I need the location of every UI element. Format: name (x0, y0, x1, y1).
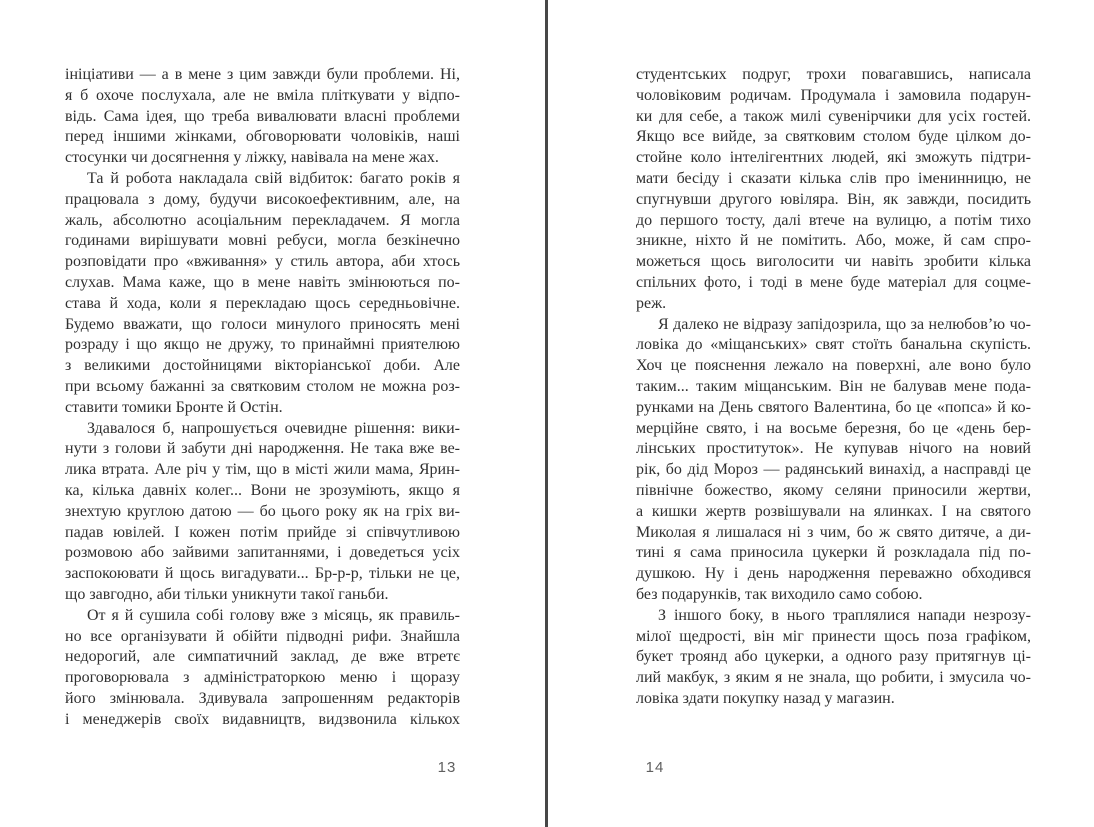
text-line: ка, кілька давніх колег... Вони не зрозуміють, якщо я (65, 481, 460, 499)
text-line: лика втрата. Але річ у тім, що в місті жили мама, Ярин- (65, 461, 460, 479)
right-page[interactable] (636, 65, 1031, 710)
text-line: розповідати про «вживання» у стиль автора, аби хтось (65, 253, 460, 271)
text-line: при всьому бажанні за святковим столом не можна роз- (65, 377, 460, 395)
text-line: недорогий, але симпатичний заклад, де вже втретє (65, 648, 460, 666)
text-line: слухав. Мама каже, що в мене навіть змінюються по- (65, 273, 460, 291)
text-line: ініціативи — а в мене з цим завжди були проблеми. Ні, (65, 66, 460, 83)
text-line: ловіка здати покупку назад у магазин. (636, 689, 895, 707)
text-line: заспокоювати й щось вигадувати... Бр-р-р, тільки не це, (65, 565, 460, 583)
text-line: Миколая я лишалася ні з чим, бо ж свято дитяче, а ди- (636, 523, 1031, 541)
text-line: можеться щось виголосити чи навіть зробити кілька (636, 253, 1031, 271)
text-line: букет троянд або цукерки, а одного разу притягнув ці- (636, 648, 1031, 666)
text-line: його змінювала. Здивувала запрошенням редакторів (65, 689, 460, 707)
text-line: Якщо все вийде, за святковим столом буде цілком до- (636, 128, 1031, 146)
text-line: чоловіковим родичам. Продумала і замовила подарун- (636, 86, 1031, 104)
text-line: без подарунків, так виходило само собою. (636, 585, 923, 603)
text-line: От я й сушила собі голову вже з місяць, як правиль- (87, 606, 460, 624)
text-line: мілої щедрості, він міг принести щось поза графіком, (636, 627, 1031, 645)
text-line: до першого тосту, далі втече на вулицю, а потім тихо (636, 211, 1031, 229)
text-line: північне божество, якому селяни приносили жертви, (636, 481, 1031, 499)
text-line: спільних фото, і тоді в мене буде матеріал для соцме- (636, 273, 1031, 291)
text-line: лий макбук, з яким я не знала, що робити, і змусила чо- (636, 669, 1031, 687)
text-line: Здавалося б, напрошується очевидне рішення: вики- (87, 419, 460, 437)
text-line: стойне коло інтелігентних людей, які зможуть підтри- (636, 149, 1031, 167)
left-page-number: 13 (437, 759, 457, 776)
text-line: з великими достойницями вікторіанської доби. Але (65, 357, 460, 375)
text-line: розраду і що якщо не дружу, то принаймні приятелюю (65, 336, 460, 354)
text-line: проговорювала з адміністраторкою меню і щоразу (65, 669, 460, 687)
text-line: тині я сама приносила цукерки й розкладала під по- (636, 544, 1031, 562)
text-line: но все організувати й обійти підводні рифи. Знайшла (65, 627, 460, 645)
text-line: студентських подруг, трохи повагавшись, написала (636, 66, 1031, 83)
text-line: лінських проституток». Не купував нічого на новий (636, 440, 1031, 458)
text-line: падав ювілей. І кожен потім прийде зі співчутливою (65, 523, 460, 541)
text-line: мерційне свято, і на восьме березня, бо це «день бер- (636, 419, 1031, 437)
text-line: знехтую круглою датою — бо цього року як на гріх ви- (65, 502, 460, 520)
text-line: і менеджерів своїх видавництв, видзвонила кількох (65, 710, 460, 728)
text-line: жаль, абсолютно асоціальним перекладачем. Я могла (65, 211, 460, 229)
text-line: З іншого боку, в нього траплялися напади незрозу- (658, 606, 1031, 624)
text-line: ки для себе, а також милі сувенірчики для усіх гостей. (636, 107, 1031, 125)
text-line: а кишки жертв розвішували на ялинках. І на святого (636, 502, 1031, 520)
text-line: Будемо вважати, що голоси минулого приносять мені (65, 315, 460, 333)
text-line: нути з голови й забути дні народження. Не така вже ве- (65, 440, 460, 458)
left-page[interactable] (65, 65, 460, 731)
text-line: мати бесіду і сказати кілька слів про іменинницю, не (636, 169, 1031, 187)
right-page-number: 14 (645, 759, 665, 776)
text-line: відь. Сама ідея, що треба вивалювати власні проблеми (65, 107, 460, 125)
text-line: душкою. Ну і день народження переважно обходився (636, 565, 1031, 583)
text-line: Я далеко не відразу запідозрила, що за нелюбов’ю чо- (658, 315, 1031, 333)
text-line: рік, бо дід Мороз — радянський винахід, а насправді це (636, 461, 1031, 479)
text-line: Та й робота накладала свій відбиток: багато років я (87, 169, 460, 187)
text-line: ловіка до «міщанських» свят стоїть банальна скупість. (636, 336, 1031, 354)
text-line: я б охоче послухала, але не вміла пліткувати у відпо- (65, 86, 460, 104)
page-spine-divider (545, 0, 548, 827)
text-line: рунками на День святого Валентина, бо це «попса» й ко- (636, 398, 1031, 416)
text-line: перед іншими жінками, обговорювати чоловіків, наші (65, 128, 460, 146)
text-line: спугнувши другого ювіляра. Він, як завжди, посидить (636, 190, 1031, 208)
text-line: що завгодно, аби тільки уникнути такої ганьби. (65, 585, 389, 603)
text-line: годинами вирішувати мовні ребуси, могла безкінечно (65, 232, 460, 250)
text-line: розмовою або зайвими запитаннями, і доведеться усіх (65, 544, 460, 562)
text-line: таким... таким міщанським. Він не балував мене пода- (636, 377, 1031, 395)
text-line: реж. (636, 294, 667, 312)
text-line: ставити томики Бронте й Остін. (65, 398, 283, 416)
text-line: зникне, ніхто й не помітить. Або, може, й сам спро- (636, 232, 1031, 250)
text-line: стосунки чи досягнення у ліжку, навівала на мене жах. (65, 149, 439, 167)
text-line: працювала з дому, будучи високоефективним, але, на (65, 190, 460, 208)
text-line: става й хода, коли я перекладаю щось середньовічне. (65, 294, 460, 312)
text-line: Хоч це пояснення лежало на поверхні, але воно було (636, 357, 1031, 375)
